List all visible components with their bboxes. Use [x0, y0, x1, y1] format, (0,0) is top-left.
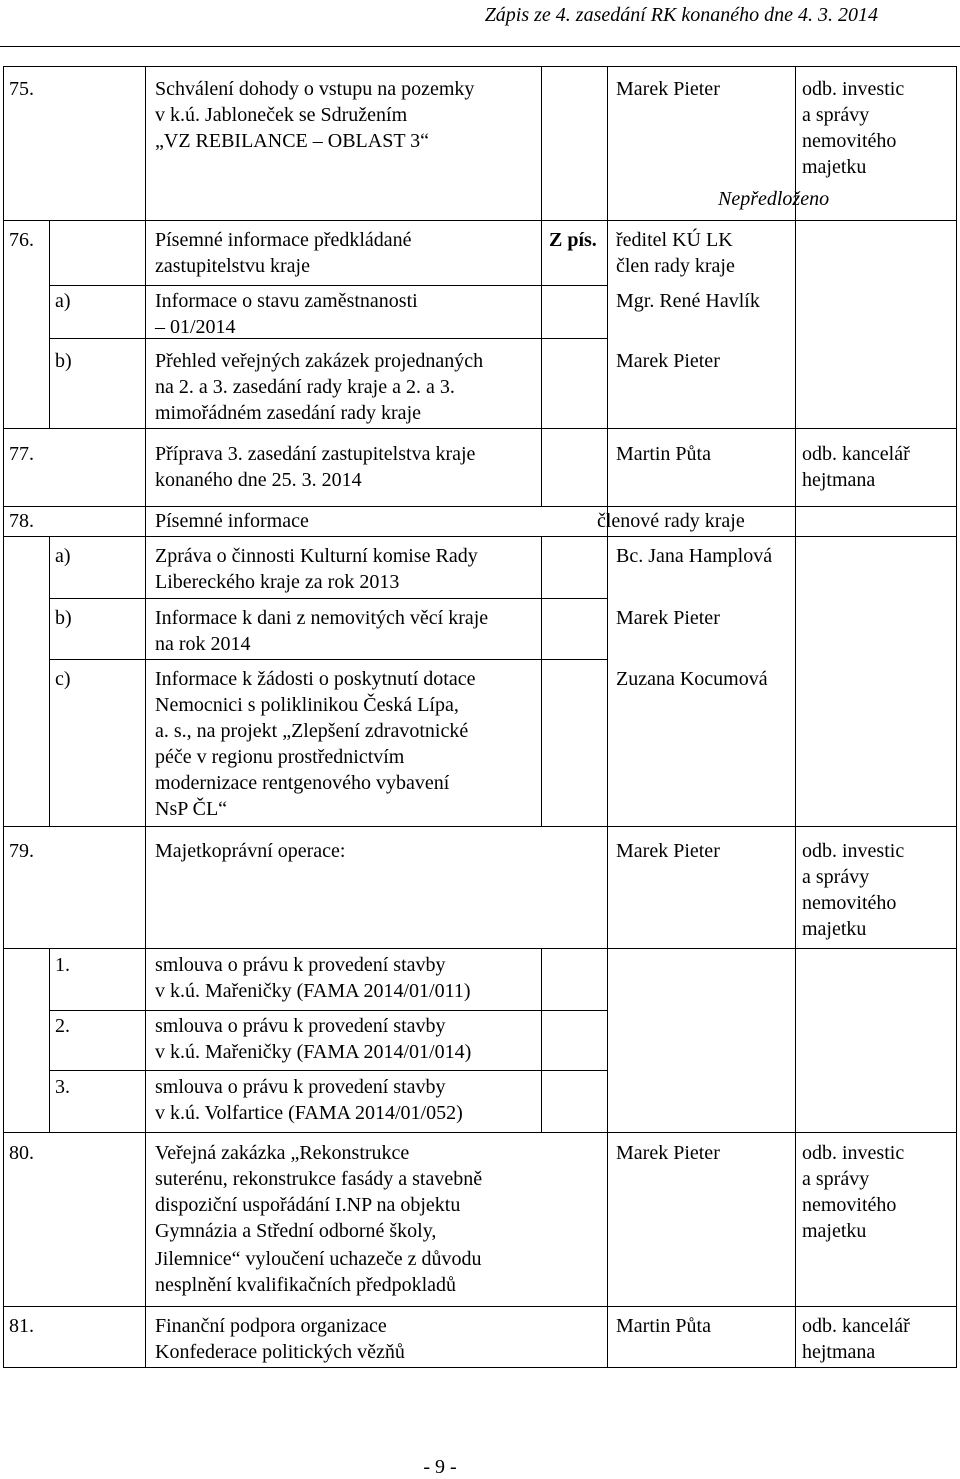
item-title: Majetkoprávní operace: — [155, 840, 346, 862]
department: nemovitého — [802, 130, 897, 152]
item-title: Finanční podpora organizace — [155, 1315, 387, 1337]
sub-label: 2. — [55, 1015, 70, 1037]
item-title: dispoziční uspořádání I.NP na objektu — [155, 1194, 461, 1216]
department: majetku — [802, 1220, 867, 1242]
department: hejtmana — [802, 469, 876, 491]
item-number: 80. — [9, 1142, 34, 1164]
grid-line — [49, 1070, 607, 1071]
item-title: Schválení dohody o vstupu na pozemky — [155, 78, 475, 100]
sub-text: modernizace rentgenového vybavení — [155, 772, 450, 794]
grid-line — [49, 659, 607, 660]
item-number: 77. — [9, 443, 34, 465]
grid-line — [3, 506, 957, 507]
grid-line — [3, 428, 957, 429]
sub-text: Informace k žádosti o poskytnutí dotace — [155, 668, 476, 690]
item-number: 78. — [9, 510, 34, 532]
sub-label: 1. — [55, 954, 70, 976]
grid-line — [3, 948, 957, 949]
grid-line — [49, 220, 50, 428]
sub-text: a. s., na projekt „Zlepšení zdravotnické — [155, 720, 469, 742]
grid-line — [3, 220, 957, 221]
presenter-role: člen rady kraje — [616, 255, 735, 277]
grid-line — [795, 66, 796, 1368]
department: odb. investic — [802, 1142, 905, 1164]
presenter: Marek Pieter — [616, 350, 720, 372]
sub-text: NsP ČL“ — [155, 798, 228, 820]
page-header: Zápis ze 4. zasedání RK konaného dne 4. 3. 2014 — [484, 4, 878, 26]
department: hejtmana — [802, 1341, 876, 1363]
sub-text: Libereckého kraje za rok 2013 — [155, 571, 400, 593]
sub-label: a) — [55, 545, 71, 567]
grid-line — [49, 598, 607, 599]
item-number: 76. — [9, 229, 34, 251]
presenter-role: členové rady kraje — [597, 510, 745, 532]
grid-line — [49, 948, 50, 1132]
page-number: - 9 - — [423, 1456, 457, 1478]
grid-line — [49, 285, 607, 286]
item-title: konaného dne 25. 3. 2014 — [155, 469, 362, 491]
sub-text: smlouva o právu k provedení stavby — [155, 1076, 446, 1098]
grid-line — [541, 536, 542, 826]
sub-label: b) — [55, 350, 72, 372]
item-title: suterénu, rekonstrukce fasády a stavebně — [155, 1168, 483, 1190]
sub-text: Přehled veřejných zakázek projednaných — [155, 350, 484, 372]
department: odb. investic — [802, 840, 905, 862]
department: majetku — [802, 918, 867, 940]
item-number: 81. — [9, 1315, 34, 1337]
department: nemovitého — [802, 892, 897, 914]
sub-label: a) — [55, 290, 71, 312]
sub-text: Informace o stavu zaměstnanosti — [155, 290, 418, 312]
presenter: Zuzana Kocumová — [616, 668, 768, 690]
department: odb. investic — [802, 78, 905, 100]
item-number: 75. — [9, 78, 34, 100]
grid-line — [541, 948, 542, 1132]
item-number: 79. — [9, 840, 34, 862]
presenter: Martin Půta — [616, 1315, 711, 1337]
status-note: Nepředloženo — [718, 188, 830, 210]
item-type: Z pís. — [549, 229, 597, 251]
grid-line — [3, 826, 957, 827]
grid-line — [145, 66, 146, 1368]
presenter-role: ředitel KÚ LK — [616, 229, 733, 251]
sub-text: mimořádném zasedání rady kraje — [155, 402, 421, 424]
sub-text: Nemocnici s poliklinikou Česká Lípa, — [155, 694, 459, 716]
item-title: zastupitelstvu kraje — [155, 255, 310, 277]
sub-text: na 2. a 3. zasedání rady kraje a 2. a 3. — [155, 376, 455, 398]
sub-text: na rok 2014 — [155, 633, 251, 655]
sub-text: péče v regionu prostřednictvím — [155, 746, 405, 768]
item-title: Příprava 3. zasedání zastupitelstva kraje — [155, 443, 476, 465]
grid-line — [3, 1306, 957, 1307]
grid-line — [541, 66, 542, 506]
grid-line — [3, 1132, 957, 1133]
sub-label: 3. — [55, 1076, 70, 1098]
sub-label: c) — [55, 668, 71, 690]
header-rule — [0, 46, 960, 47]
sub-text: smlouva o právu k provedení stavby — [155, 1015, 446, 1037]
item-title: Písemné informace — [155, 510, 309, 532]
grid-line — [49, 536, 50, 826]
presenter: Martin Půta — [616, 443, 711, 465]
department: majetku — [802, 156, 867, 178]
presenter: Marek Pieter — [616, 607, 720, 629]
item-title: Jilemnice“ vyloučení uchazeče z důvodu — [155, 1248, 482, 1270]
department: odb. kancelář — [802, 443, 910, 465]
presenter: Marek Pieter — [616, 1142, 720, 1164]
item-title: Konfederace politických vězňů — [155, 1341, 405, 1363]
sub-text: Zpráva o činnosti Kulturní komise Rady — [155, 545, 478, 567]
department: nemovitého — [802, 1194, 897, 1216]
grid-line — [49, 338, 607, 339]
sub-text: smlouva o právu k provedení stavby — [155, 954, 446, 976]
item-title: nesplnění kvalifikačních předpokladů — [155, 1274, 457, 1296]
grid-line — [607, 66, 608, 1368]
grid-line — [49, 1010, 607, 1011]
sub-label: b) — [55, 607, 72, 629]
presenter: Mgr. René Havlík — [616, 290, 760, 312]
sub-text: Informace k dani z nemovitých věcí kraje — [155, 607, 489, 629]
presenter: Marek Pieter — [616, 78, 720, 100]
department: odb. kancelář — [802, 1315, 910, 1337]
presenter: Marek Pieter — [616, 840, 720, 862]
sub-text: – 01/2014 — [155, 316, 236, 338]
department: a správy — [802, 104, 870, 126]
item-title: Gymnázia a Střední odborné školy, — [155, 1220, 437, 1242]
department: a správy — [802, 866, 870, 888]
sub-text: v k.ú. Volfartice (FAMA 2014/01/052) — [155, 1102, 463, 1124]
item-title: „VZ REBILANCE – OBLAST 3“ — [155, 130, 430, 152]
presenter: Bc. Jana Hamplová — [616, 545, 773, 567]
department: a správy — [802, 1168, 870, 1190]
item-title: Písemné informace předkládané — [155, 229, 412, 251]
sub-text: v k.ú. Mařeničky (FAMA 2014/01/011) — [155, 980, 471, 1002]
grid-line — [3, 536, 957, 537]
item-title: v k.ú. Jabloneček se Sdružením — [155, 104, 408, 126]
sub-text: v k.ú. Mařeničky (FAMA 2014/01/014) — [155, 1041, 472, 1063]
item-title: Veřejná zakázka „Rekonstrukce — [155, 1142, 410, 1164]
